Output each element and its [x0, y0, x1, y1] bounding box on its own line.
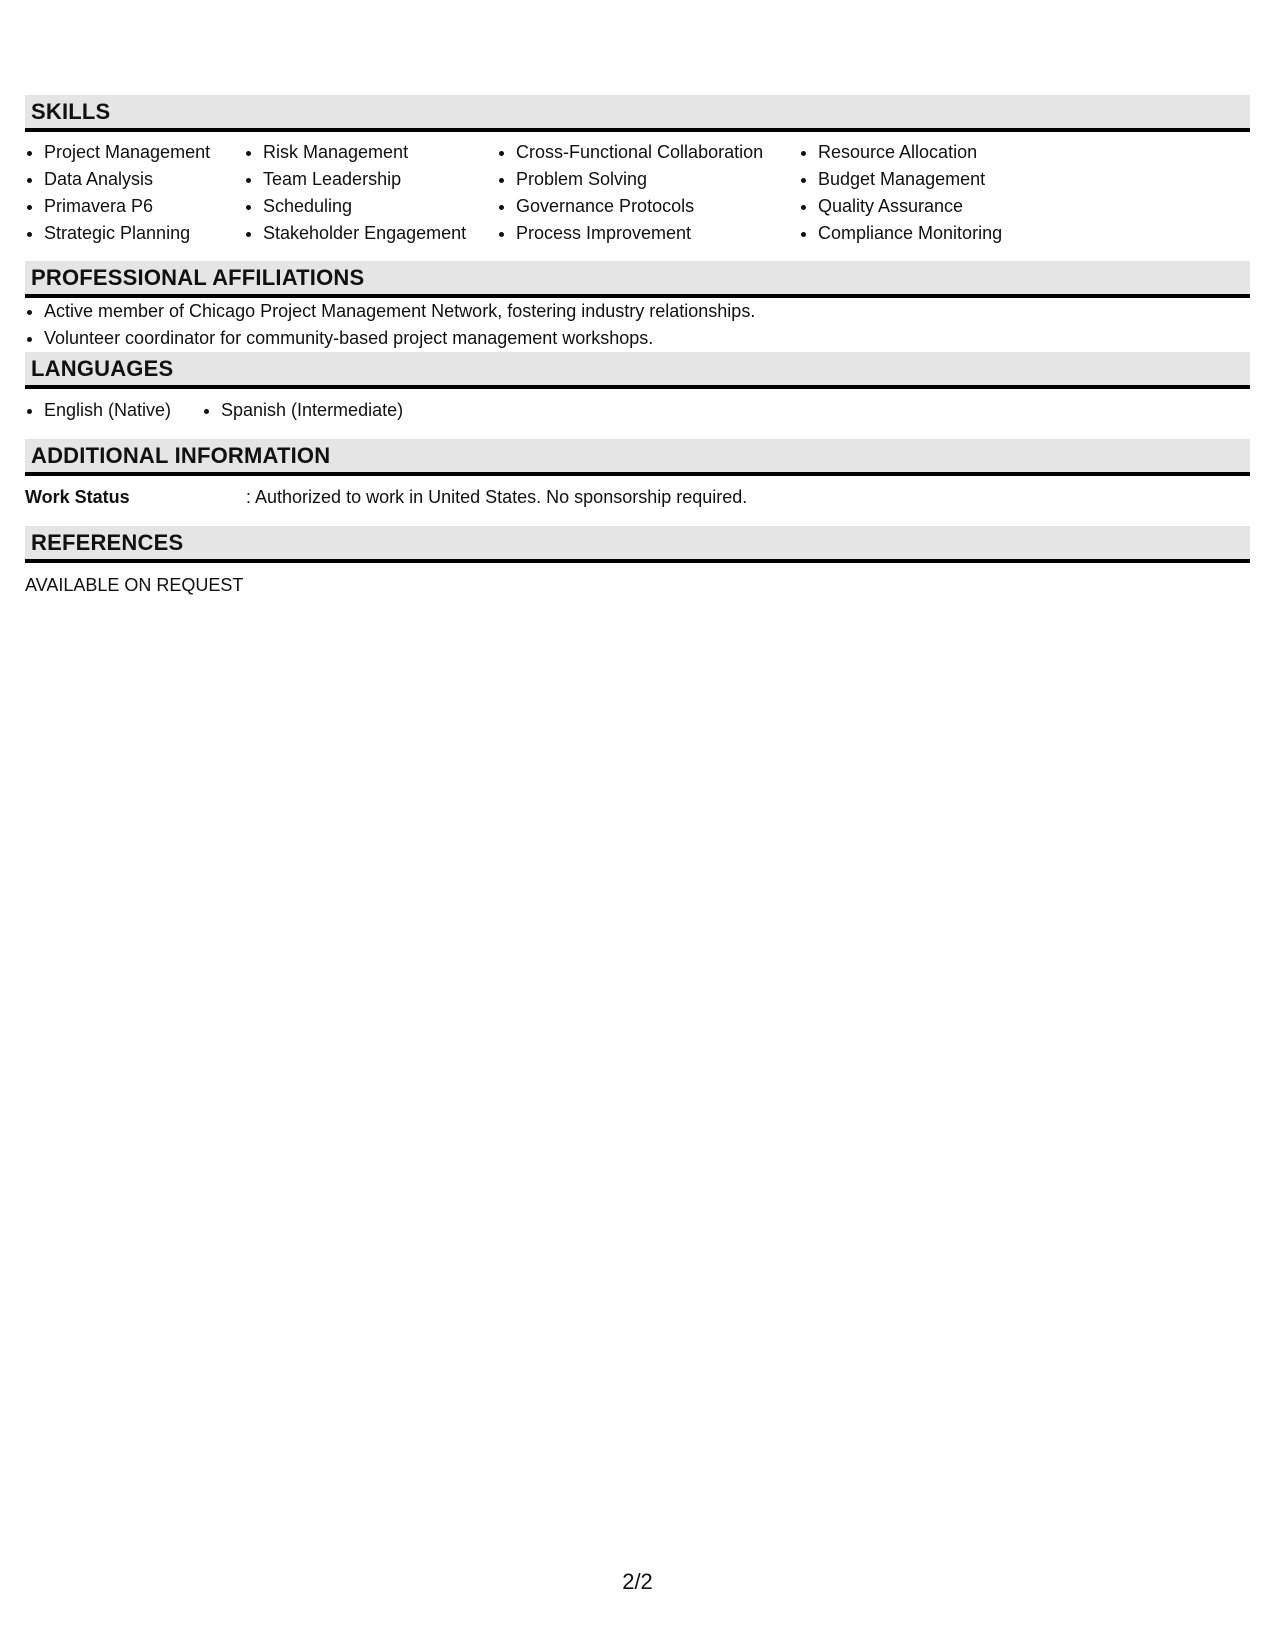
skills-column-2	[244, 139, 497, 247]
skill-item: • Cross-Functional Collaboration	[516, 139, 799, 166]
skill-item: • Data Analysis	[44, 166, 244, 193]
skill-item: • Process Improvement	[516, 220, 799, 247]
additional-info-title: ADDITIONAL INFORMATION	[31, 442, 331, 468]
languages-title: LANGUAGES	[31, 355, 174, 381]
references-title: REFERENCES	[31, 529, 184, 555]
additional-info-section-header	[25, 439, 1250, 476]
skill-item: • Compliance Monitoring	[818, 220, 1078, 247]
affiliation-item: • Volunteer coordinator for community-based project management workshops.	[44, 325, 1250, 352]
page-number: 2/2	[622, 1569, 653, 1594]
skill-item: • Governance Protocols	[516, 193, 799, 220]
skills-column-1	[25, 139, 244, 247]
work-status-value: : Authorized to work in United States. No sponsorship required.	[246, 487, 748, 507]
skill-item: • Budget Management	[818, 166, 1078, 193]
languages-section-header	[25, 352, 1250, 389]
references-text: AVAILABLE ON REQUEST	[25, 575, 244, 595]
language-item: • Spanish (Intermediate)	[221, 397, 403, 424]
skills-grid	[25, 139, 1250, 247]
skills-section-header	[25, 95, 1250, 132]
skill-item: • Primavera P6	[44, 193, 244, 220]
skill-item: • Scheduling	[263, 193, 497, 220]
skill-item: • Project Management	[44, 139, 244, 166]
affiliations-section-header	[25, 261, 1250, 298]
language-column-1	[25, 397, 202, 424]
affiliations-title: PROFESSIONAL AFFILIATIONS	[31, 264, 365, 290]
language-item: • English (Native)	[44, 397, 202, 424]
skill-item: • Team Leadership	[263, 166, 497, 193]
language-column-2	[202, 397, 403, 424]
skills-column-3	[497, 139, 799, 247]
affiliations-list	[25, 298, 1250, 352]
skill-item: • Quality Assurance	[818, 193, 1078, 220]
skill-item: • Resource Allocation	[818, 139, 1078, 166]
skill-item: • Stakeholder Engagement	[263, 220, 497, 247]
resume-page	[25, 95, 1250, 599]
skill-item: • Risk Management	[263, 139, 497, 166]
affiliation-item: • Active member of Chicago Project Management Network, fostering industry relationships.	[44, 298, 1250, 325]
skills-column-4	[799, 139, 1078, 247]
skill-item: • Strategic Planning	[44, 220, 244, 247]
work-status-label: Work Status	[25, 487, 130, 507]
work-status-row	[25, 484, 1250, 511]
skill-item: • Problem Solving	[516, 166, 799, 193]
references-section-header	[25, 526, 1250, 563]
languages-list	[25, 397, 1250, 424]
skills-title: SKILLS	[31, 98, 111, 124]
